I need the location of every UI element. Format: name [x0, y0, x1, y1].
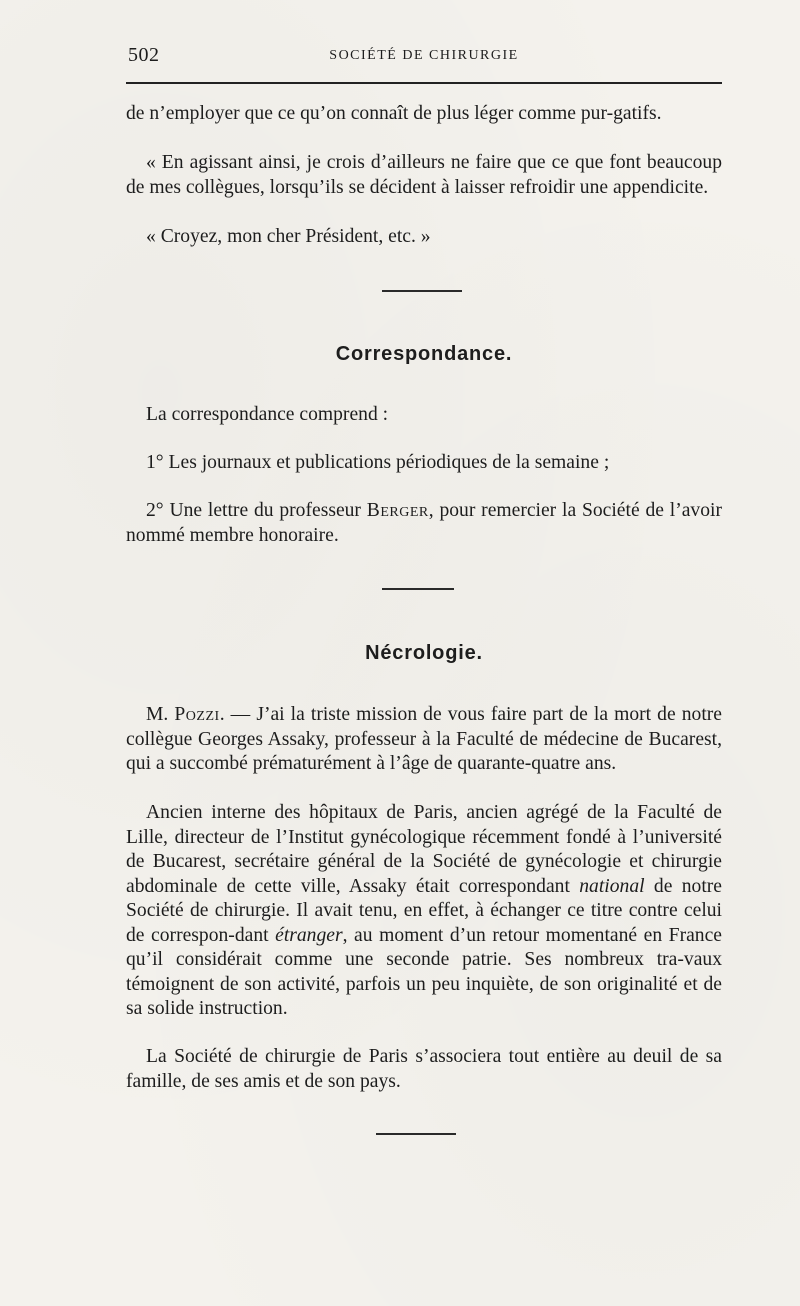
necrologie-paragraph-2: [126, 801, 722, 1022]
correspondance-item-1: 1° Les journaux et publications périodiques de la semaine ;: [146, 452, 610, 473]
paragraph-2-part-b: de notre Société de chirurgie. Il avait tenu, en effet, à échanger ce titre contre celui de correspon-dant: [126, 875, 722, 946]
person-name-berger: Berger: [366, 500, 429, 521]
item2-text-after: , pour remercier la Société de l’avoir nommé membre honoraire.: [126, 500, 722, 546]
page-number: 502: [128, 44, 160, 66]
speaker-name: Pozzi: [174, 704, 220, 725]
correspondance-item-2: [126, 499, 722, 548]
section-separator: [376, 1133, 456, 1135]
page-header: [126, 44, 722, 72]
paragraph-2-part-c: , au moment d’un retour momentané en France qu’il considérait comme une seconde patrie. Ses nombreux tra-vaux témoignent de son activité, parfois un peu inquiète, de son originalité et de sa solide instruction.: [126, 924, 722, 1019]
emphasis-national: national: [579, 875, 645, 897]
section-title-necrologie: Nécrologie.: [365, 642, 483, 664]
paragraph-2-part-a: Ancien interne des hôpitaux de Paris, ancien agrégé de la Faculté de Lille, directeur de l’Institut gynécologique récemment fondé à l’université de Bucarest, secrétaire général de la Société de gynécologie et chirurgie abdominale de cette ville, Assaky était correspondant: [126, 802, 722, 897]
correspondance-intro: La correspondance comprend :: [146, 404, 389, 425]
necrologie-paragraph-3: La Société de chirurgie de Paris s’associera tout entière au deuil de sa famille, de ses amis et de son pays.: [126, 1046, 722, 1092]
section-separator: [382, 290, 462, 292]
item2-text-before: 2° Une lettre du professeur: [146, 500, 367, 521]
emphasis-etranger: étranger: [275, 924, 343, 946]
letter-paragraph-2: « En agissant ainsi, je crois d’ailleurs ne faire que ce que font beaucoup de mes collègues, lorsqu’ils se décident à laisser refroidir une appendicite.: [126, 152, 722, 198]
letter-closing: « Croyez, mon cher Président, etc. »: [146, 226, 431, 247]
speaker-prefix: M.: [146, 704, 175, 725]
letter-paragraph-1: de n’employer que ce qu’on connaît de plus léger comme pur-gatifs.: [126, 103, 662, 124]
section-separator: [382, 588, 454, 590]
paragraph-1-text: . — J’ai la triste mission de vous faire part de la mort de notre collègue Georges Assaky, professeur à la Faculté de médecine de Bucarest, qui a succombé prématurément à l’âge de quarante-quatre ans.: [126, 704, 722, 774]
header-rule: [126, 82, 722, 84]
necrologie-paragraph-1: [126, 703, 722, 777]
section-title-correspondance: Correspondance.: [335, 343, 513, 365]
running-title: SOCIÉTÉ DE CHIRURGIE: [329, 48, 519, 63]
